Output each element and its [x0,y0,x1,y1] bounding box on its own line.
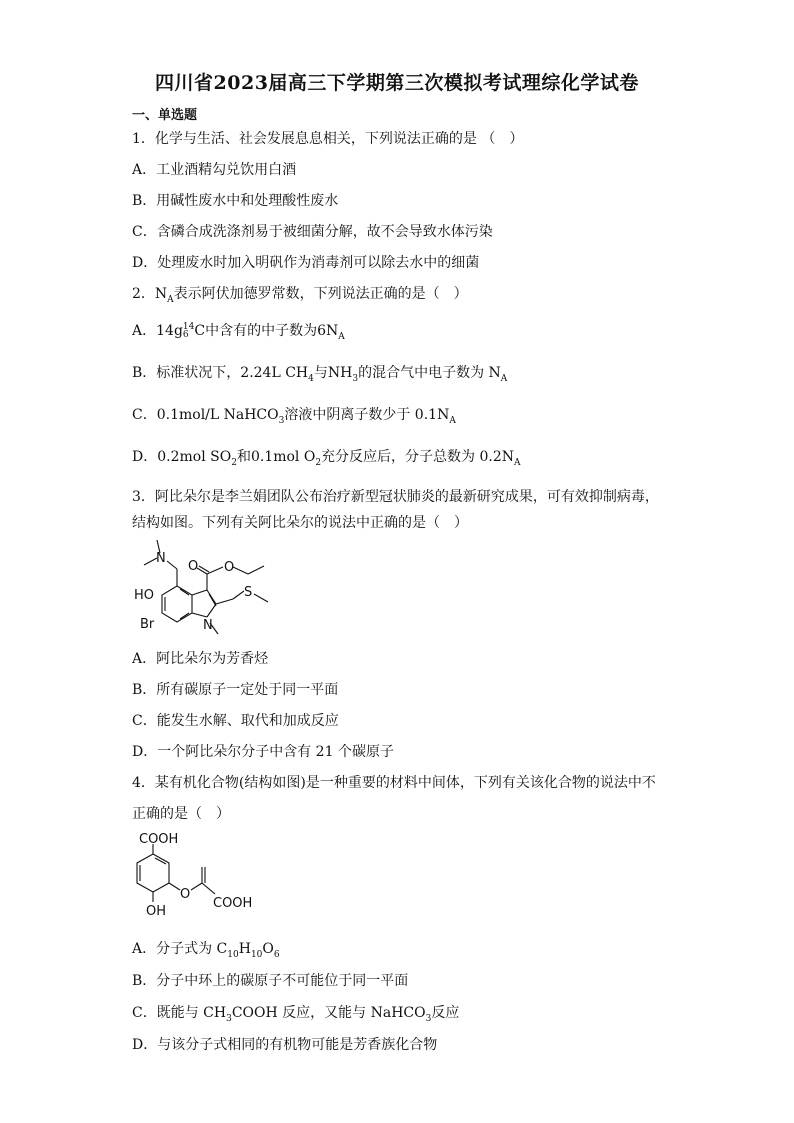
question-3-stem-line-2: 结构如图。下列有关阿比朵尔的说法中正确的是（ ） [132,515,468,531]
question-4-option-a[interactable]: A．分子式为 $C_{10}H_{10}O_6$ [132,941,280,960]
svg-text:COOH: COOH [139,832,179,847]
svg-text:O: O [224,560,235,575]
question-1-stem: 1．化学与生活、社会发展息息相关，下列说法正确的是 （ ） [132,131,524,147]
question-1-option-a[interactable]: A．工业酒精勾兑饮用白酒 [132,162,297,178]
svg-text:Br: Br [140,617,155,632]
question-4-stem-line-1: 4．某有机化合物(结构如图)是一种重要的材料中间体，下列有关该化合物的说法中不 [132,775,656,791]
page-title: 四川省2023届高三下学期第三次模拟考试理综化学试卷 [155,72,639,94]
question-4-option-b[interactable]: B．分子中环上的碳原子不可能位于同一平面 [132,973,409,989]
question-2-option-a[interactable]: A．14g 14 6 C中含有的中子数为$6N_A$ [132,322,345,342]
svg-text:OH: OH [146,904,167,919]
arbidol-structure-diagram [130,535,300,645]
question-1-option-b[interactable]: B．用碱性废水中和处理酸性废水 [132,193,339,209]
svg-text:N: N [156,551,166,566]
svg-text:COOH: COOH [213,896,253,911]
arbidol-atom-labels [134,551,252,633]
question-1-option-d[interactable]: D．处理废水时加入明矾作为消毒剂可以除去水中的细菌 [132,255,480,271]
question-3-stem-line-1: 3．阿比朵尔是李兰娟团队公布治疗新型冠状肺炎的最新研究成果，可有效抑制病毒， [132,489,659,505]
svg-text:S: S [244,585,253,600]
question-3-option-a[interactable]: A．阿比朵尔为芳香烃 [132,651,269,667]
question-4-stem-line-2: 正确的是（ ） [132,806,230,822]
question-2-option-d[interactable]: D．0.2mol $SO_2$和0.1mol $O_2$充分反应后，分子总数为 $0.2N_A$ [132,449,521,468]
svg-text:HO: HO [134,588,155,603]
compound-atom-labels [139,832,252,919]
question-4-option-c[interactable]: C．既能与 $CH_3COOH$ 反应，又能与 NaHCO$_3$反应 [132,1005,460,1024]
question-4-option-d[interactable]: D．与该分子式相同的有机物可能是芳香族化合物 [132,1037,438,1053]
svg-text:N: N [203,618,213,633]
svg-text:O: O [180,887,191,902]
svg-text:O: O [188,559,199,574]
section-heading: 一、单选题 [132,108,198,123]
question-2-option-b[interactable]: B．标准状况下，2.24L $CH_4$与$NH_3$的混合气中电子数为 $N_A$ [132,365,508,384]
shikimate-derivative-structure-diagram [125,832,265,932]
question-2-option-c[interactable]: C．0.1mol/L NaHCO$_3$溶液中阴离子数少于 $0.1N_A$ [132,407,456,426]
question-2-stem: 2．$N_A$表示阿伏加德罗常数，下列说法正确的是（ ） [132,286,468,305]
question-3-option-c[interactable]: C．能发生水解、取代和加成反应 [132,713,339,729]
question-3-option-b[interactable]: B．所有碳原子一定处于同一平面 [132,682,339,698]
compound-bonds [137,844,215,902]
question-3-option-d[interactable]: D．一个阿比朵尔分子中含有 21 个碳原子 [132,744,394,760]
question-1-option-c[interactable]: C．含磷合成洗涤剂易于被细菌分解，故不会导致水体污染 [132,224,493,240]
